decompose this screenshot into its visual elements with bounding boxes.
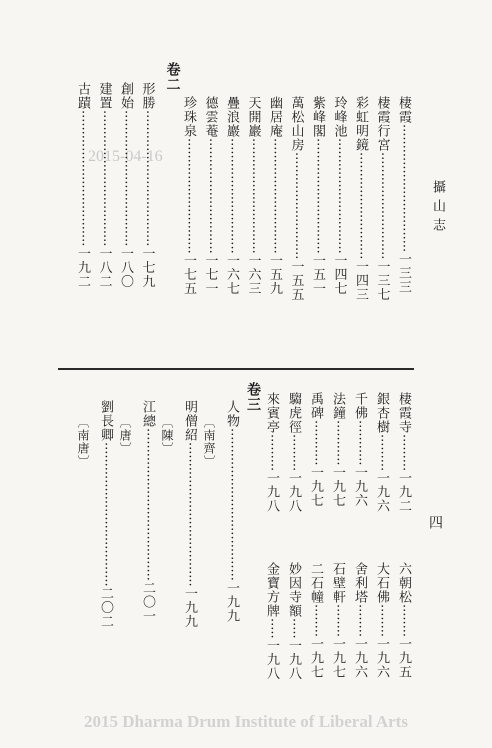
- toc-entry-title: 千佛: [352, 392, 367, 420]
- folio: 四: [427, 515, 443, 529]
- toc-entry: [182, 400, 196, 629]
- toc-entry-title: 金寶方牌: [264, 562, 279, 618]
- toc-entry-title: 劉長卿: [98, 400, 113, 442]
- toc-entry: [246, 96, 260, 296]
- toc-entry: [98, 400, 112, 629]
- toc-entry-leader: ···········: [352, 420, 367, 466]
- toc-entry-page: 一四三: [353, 259, 368, 302]
- toc-entry: [224, 96, 238, 296]
- toc-entry-page: 一九八: [286, 471, 301, 514]
- toc-entry-leader: ········: [374, 604, 389, 638]
- toc-entry-title: 天開巖: [245, 96, 261, 138]
- toc-entry-leader: ·········: [286, 434, 301, 472]
- toc-entry: [286, 392, 300, 513]
- toc-entry: [308, 392, 322, 507]
- toc-entry-leader: ···········: [330, 420, 345, 466]
- toc-entry: [289, 96, 303, 301]
- toc-entry-leader: ·································: [75, 110, 90, 247]
- toc-entry-title: 建置: [96, 82, 112, 110]
- toc-entry-title: 人物: [224, 400, 239, 428]
- dynasty-label: 〔陳〕: [160, 416, 174, 455]
- dynasty-label: 〔南唐〕: [76, 416, 90, 468]
- toc-entry-title: 二石幢: [308, 562, 323, 604]
- toc-entry-leader: ··························: [353, 152, 368, 260]
- volume-heading: 卷三: [245, 382, 261, 412]
- toc-entry-page: 一九九: [224, 580, 239, 623]
- watermark: 2015 Dharma Drum Institute of Liberal Arts: [84, 712, 408, 731]
- toc-entry: [308, 562, 322, 679]
- toc-entry: [224, 400, 238, 623]
- toc-entry-page: 一九七: [308, 465, 323, 508]
- toc-entry-page: 一九二: [396, 471, 411, 514]
- running-title: 攝山志: [430, 180, 445, 237]
- toc-entry-page: 一九八: [264, 471, 279, 514]
- toc-entry-leader: ···········: [308, 420, 323, 466]
- volume-heading: 卷二: [164, 62, 181, 92]
- toc-entry-title: 古蹟: [75, 82, 90, 110]
- toc-entry-page: 一七五: [181, 253, 196, 296]
- toc-entry-page: 一八二: [96, 246, 112, 289]
- toc-entry-leader: ·································: [139, 110, 155, 247]
- toc-entry-page: 一七一: [202, 253, 218, 296]
- toc-entry-page: 一七九: [139, 246, 155, 289]
- toc-entry-page: 一四七: [331, 253, 347, 296]
- toc-entry-title: 禹碑: [308, 392, 323, 420]
- toc-entry-title: 大石佛: [374, 562, 389, 604]
- toc-entry: [140, 400, 154, 623]
- toc-entry-page: 一九六: [352, 637, 367, 680]
- toc-entry-title: 紫峰閣: [310, 96, 325, 138]
- toc-entry: [264, 562, 278, 681]
- toc-entry: [396, 392, 410, 513]
- toc-entry-page: 一九六: [352, 465, 367, 508]
- toc-entry-title: 舍利塔: [352, 562, 367, 604]
- toc-entry-page: 一五九: [267, 253, 282, 296]
- toc-entry-page: 一九六: [374, 637, 389, 680]
- toc-entry-leader: ·····································: [224, 428, 239, 581]
- toc-entry-title: 棲霞行宮: [374, 96, 390, 152]
- toc-entry: [330, 562, 344, 679]
- toc-entry-title: 棲霞: [396, 96, 411, 124]
- toc-entry-title: 疊浪巖: [224, 96, 239, 138]
- toc-entry-page: 一九八: [264, 638, 279, 681]
- toc-entry: [353, 96, 367, 301]
- toc-entry-leader: ····························: [310, 138, 325, 254]
- toc-entry: [374, 562, 388, 679]
- toc-entry: [264, 392, 278, 513]
- toc-entry-page: 一九五: [396, 637, 411, 680]
- toc-entry: [374, 392, 388, 513]
- toc-entry-page: 一六七: [224, 253, 239, 296]
- toc-entry-title: 銀杏樹: [374, 392, 389, 434]
- toc-entry: [286, 562, 300, 681]
- toc-entry-title: 玲峰池: [331, 96, 347, 138]
- toc-entry-page: 一九七: [330, 637, 345, 680]
- toc-entry-page: 一五一: [310, 253, 325, 296]
- toc-entry-title: 創始: [118, 82, 133, 110]
- toc-entry-leader: ·········: [264, 434, 279, 472]
- toc-entry-leader: ···································: [98, 442, 113, 587]
- toc-entry-leader: ···································: [182, 442, 197, 587]
- toc-entry-title: 騶虎徑: [286, 392, 301, 434]
- toc-entry: [375, 96, 389, 301]
- dynasty-label: 〔南齊〕: [202, 416, 216, 468]
- toc-entry-leader: ········: [330, 604, 345, 638]
- toc-entry-leader: ·····: [264, 618, 279, 639]
- toc-entry-title: 明僧紹: [182, 400, 197, 442]
- toc-entry-title: 法鐘: [330, 392, 345, 420]
- toc-entry: [267, 96, 281, 296]
- toc-entry-page: 二〇二: [98, 586, 113, 629]
- toc-entry-leader: ·········: [374, 434, 389, 472]
- toc-entry-title: 彩虹明鏡: [353, 96, 368, 152]
- toc-entry-leader: ··························: [374, 152, 390, 260]
- toc-entry-leader: ·······························: [396, 124, 411, 253]
- toc-entry: [75, 82, 89, 288]
- dynasty-label: 〔唐〕: [118, 416, 132, 455]
- toc-entry-leader: ····························: [245, 138, 261, 254]
- toc-entry-title: 來賓亭: [264, 392, 279, 434]
- toc-entry-title: 妙因寺額: [286, 562, 301, 618]
- date-stamp: 2015-04-16: [88, 148, 163, 165]
- toc-entry: [181, 96, 195, 296]
- toc-entry: [330, 392, 344, 507]
- toc-entry: [332, 96, 346, 296]
- toc-entry-leader: ········: [396, 604, 411, 638]
- toc-entry-page: 一九九: [182, 586, 197, 629]
- toc-entry: [396, 96, 410, 294]
- toc-entry: [352, 392, 366, 507]
- toc-entry-page: 一九七: [308, 637, 323, 680]
- toc-entry-leader: ····························: [181, 138, 196, 254]
- toc-entry-page: 一五五: [288, 259, 304, 302]
- toc-entry: [97, 82, 111, 288]
- toc-entry-title: 幽居庵: [267, 96, 282, 138]
- section-divider: [58, 368, 414, 370]
- toc-entry-leader: ·····································: [140, 428, 155, 581]
- toc-entry-leader: ····························: [224, 138, 239, 254]
- toc-entry-page: 一三七: [374, 259, 390, 302]
- toc-entry-leader: ··························: [288, 152, 304, 260]
- toc-entry: [118, 82, 132, 288]
- toc-entry: [203, 96, 217, 296]
- toc-entry-title: 石壁軒: [330, 562, 345, 604]
- toc-entry-leader: ········: [352, 604, 367, 638]
- toc-entry-page: 一八〇: [118, 246, 133, 289]
- toc-entry-leader: ····························: [202, 138, 218, 254]
- toc-entry: [140, 82, 154, 288]
- toc-entry-page: 一九六: [374, 471, 389, 514]
- toc-entry-title: 六朝松: [396, 562, 411, 604]
- toc-entry-leader: ····························: [331, 138, 347, 254]
- toc-entry-leader: ········: [308, 604, 323, 638]
- toc-entry-page: 一六三: [245, 253, 261, 296]
- toc-entry-leader: ·········: [396, 434, 411, 472]
- toc-entry-title: 形勝: [139, 82, 155, 110]
- toc-entry-leader: ·································: [118, 110, 133, 247]
- toc-entry-title: 江總: [140, 400, 155, 428]
- toc-entry-page: 一三三: [396, 252, 411, 295]
- toc-entry: [352, 562, 366, 679]
- toc-entry-page: 一九七: [330, 465, 345, 508]
- toc-entry-title: 德雲菴: [202, 96, 218, 138]
- toc-entry-title: 珍珠泉: [181, 96, 196, 138]
- toc-entry-leader: ·····: [286, 618, 301, 639]
- toc-entry-page: 一九八: [286, 638, 301, 681]
- toc-entry-leader: ·································: [96, 110, 112, 247]
- toc-entry-title: 棲霞寺: [396, 392, 411, 434]
- toc-entry: [310, 96, 324, 296]
- toc-entry-leader: ····························: [267, 138, 282, 254]
- toc-entry-page: 一九二: [75, 246, 90, 289]
- toc-entry: [396, 562, 410, 679]
- toc-entry-page: 二〇一: [140, 580, 155, 623]
- toc-entry-title: 萬松山房: [288, 96, 304, 152]
